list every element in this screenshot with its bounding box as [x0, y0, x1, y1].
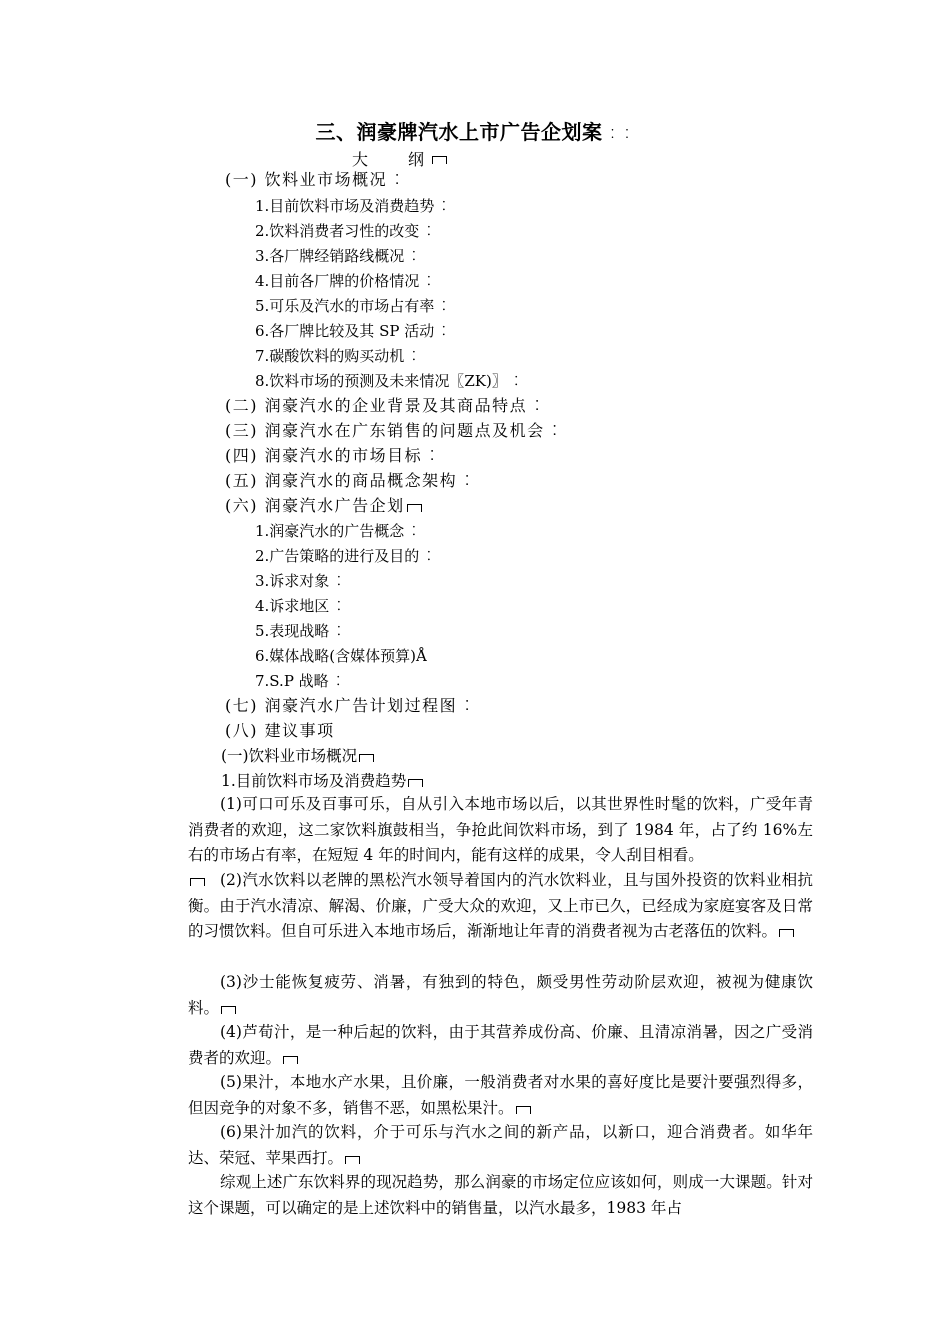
paragraph-mark	[408, 779, 423, 787]
outline-section: (二) 润豪汽水的企业背景及其商品特点 ︰	[225, 396, 547, 415]
body-paragraph: (6)果汁加汽的饮料，介于可乐与汽水之间的新产品，以新口，迎合消费者。如华年达、荣冠、苹果西打。	[188, 1123, 813, 1167]
outline-section: (三) 润豪汽水在广东销售的问题点及机会 ︰	[225, 421, 565, 440]
body-subheading: 1.目前饮料市场及消费趋势	[221, 771, 423, 791]
outline-item: 2.广告策略的进行及目的 ︰	[255, 547, 437, 565]
outline-item: 4.诉求地区 ︰	[255, 597, 347, 615]
body-heading: (一)饮料业市场概况	[221, 746, 374, 766]
document-title: 三、润豪牌汽水上市广告企划案 ︰︰	[315, 120, 635, 144]
outline-item: 1.目前饮料市场及消费趋势 ︰	[255, 197, 452, 215]
outline-item: 6.各厂牌比较及其 SP 活动 ︰	[255, 322, 452, 340]
outline-item: 5.表现战略 ︰	[255, 622, 347, 640]
paragraph-mark	[432, 156, 447, 164]
paragraph-mark	[359, 754, 374, 762]
body-paragraph: (5)果汁，本地水产水果，且价廉，一般消费者对水果的喜好度比是要汁要强烈得多，但因竞争的对象不多，销售不恶，如黑松果汁。	[188, 1073, 813, 1117]
outline-item: 4.目前各厂牌的价格情况 ︰	[255, 272, 437, 290]
outline-section: (五) 润豪汽水的商品概念架构 ︰	[225, 471, 477, 490]
body-paragraph: (3)沙士能恢复疲劳、消暑，有独到的特色，颇受男性劳动阶层欢迎，被视为健康饮料。	[188, 973, 813, 1017]
body-paragraph: (1)可口可乐及百事可乐，自从引入本地市场以后，以其世界性时髦的饮料，广受年青消费者的欢迎，这二家饮料旗鼓相当，争抢此间饮料市场，到了 1984 年，占了约 16%左右的市场占有率，在短短 4 年的时间内，能有这样的成果，令人刮目相看。	[188, 795, 813, 864]
outline-section: (六) 润豪汽水广告企划	[225, 496, 422, 516]
outline-section: (七) 润豪汽水广告计划过程图 ︰	[225, 696, 477, 715]
paragraph-mark	[516, 1106, 531, 1114]
outline-item: 8.饮料市场的预测及未来情况〖ZK)〗 ︰	[255, 372, 524, 390]
outline-section: (八) 建议事项	[225, 721, 335, 740]
outline-item: 1.润豪汽水的广告概念 ︰	[255, 522, 422, 540]
paragraph-mark	[221, 1006, 236, 1014]
paragraph-mark	[283, 1056, 298, 1064]
outline-item: 3.各厂牌经销路线概况 ︰	[255, 247, 422, 265]
body-paragraph: (4)芦荀汁，是一种后起的饮料，由于其营养成份高、价廉、且清凉消暑，因之广受消费者的欢迎。	[188, 1023, 813, 1067]
body-paragraph: (2)汽水饮料以老牌的黑松汽水领导着国内的汽水饮料业，且与国外投资的饮料业相抗衡。由于汽水清凉、解渴、价廉，广受大众的欢迎，又上市已久，已经成为家庭宴客及日常的习惯饮料。但自可乐进入本地市场后，渐渐地让年青的消费者视为古老落伍的饮料。	[188, 871, 813, 940]
outline-item: 2.饮料消费者习性的改变 ︰	[255, 222, 437, 240]
title-suffix: ︰︰	[605, 127, 635, 143]
outline-item: 6.媒体战略(含媒体预算)Å	[255, 647, 427, 665]
body-paragraph: 综观上述广东饮料界的现况趋势，那么润豪的市场定位应该如何，则成一大课题。针对这个课题，可以确定的是上述饮料中的销售量，以汽水最多，1983 年占	[188, 1173, 813, 1217]
outline-item: 5.可乐及汽水的市场占有率 ︰	[255, 297, 452, 315]
outline-item: 7.碳酸饮料的购买动机 ︰	[255, 347, 422, 365]
paragraph-mark	[407, 504, 422, 512]
outline-section: (四) 润豪汽水的市场目标 ︰	[225, 446, 442, 465]
paragraph-mark	[779, 929, 794, 937]
outline-item: 7.S.P 战略 ︰	[255, 672, 346, 690]
outline-heading: 大纲	[352, 150, 465, 169]
paragraph-mark	[190, 878, 205, 886]
outline-section: (一) 饮料业市场概况 ︰	[225, 170, 407, 189]
paragraph-mark	[345, 1156, 360, 1164]
outline-item: 3.诉求对象 ︰	[255, 572, 347, 590]
